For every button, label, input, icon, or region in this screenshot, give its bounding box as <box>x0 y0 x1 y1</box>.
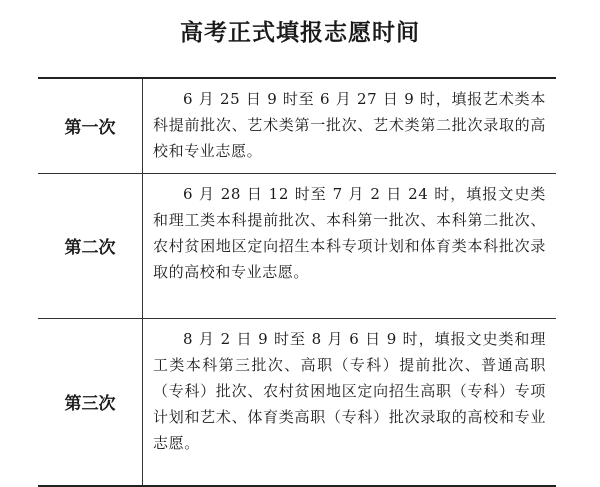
row-description: 8 月 2 日 9 时至 8 月 6 日 9 时，填报文史类和理工类本科第三批次、高职（专科）提前批次、普通高职（专科）批次、农村贫困地区定向招生高职（专科）专项计划和艺术、体育类高职（专科）批次录取的高校和专业志愿。 <box>143 318 557 486</box>
row-description: 6 月 25 日 9 时至 6 月 27 日 9 时，填报艺术类本科提前批次、艺术类第一批次、艺术类第二批次录取的高校和专业志愿。 <box>153 90 546 160</box>
table-row <box>38 318 556 486</box>
page-title: 高考正式填报志愿时间 <box>180 20 420 46</box>
table-row <box>38 173 556 318</box>
table-row <box>38 78 556 173</box>
row-label: 第二次 <box>38 173 143 318</box>
row-description: 6 月 28 日 12 时至 7 月 2 日 24 时，填报文史类和理工类本科提前批次、本科第一批次、本科第二批次、农村贫困地区定向招生本科专项计划和体育类本科批次录取的高校和专业志愿。 <box>143 173 557 318</box>
row-label: 第三次 <box>38 318 143 486</box>
row-label: 第一次 <box>38 78 143 173</box>
schedule-table <box>38 77 556 487</box>
